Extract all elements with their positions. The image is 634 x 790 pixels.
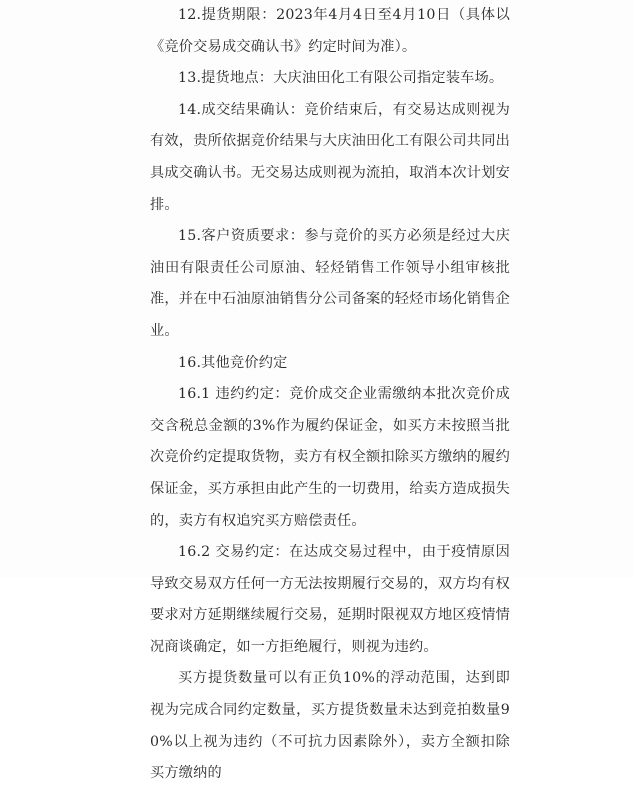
paragraph-quantity-terms: 买方提货数量可以有正负10%的浮动范围，达到即视为完成合同约定数量，买方提货数量未达到竞拍数量90%以上视为违约（不可抗力因素除外），卖方全额扣除买方缴纳的: [150, 670, 510, 782]
paragraph-customer-qualification: 15.客户资质要求：参与竞价的买方必须是经过大庆油田有限责任公司原油、轻烃销售工作领导小组审核批准，并在中石油原油销售分公司备案的轻烃市场化销售企业。: [150, 228, 510, 339]
document-body: [150, 0, 510, 790]
paragraph-other-bidding-terms: 16.其他竞价约定: [178, 354, 288, 371]
paragraph-result-confirmation: 14.成交结果确认：竞价结束后，有交易达成则视为有效，贵所依据竞价结果与大庆油田化工有限公司共同出具成交确认书。无交易达成则视为流拍，取消本次计划安排。: [150, 101, 510, 213]
paragraph-delivery-location: 13.提货地点：大庆油田化工有限公司指定装车场。: [178, 70, 504, 87]
paragraph-transaction-terms: 16.2 交易约定：在达成交易过程中，由于疫情原因导致交易双方任何一方无法按期履行交易的，双方均有权要求对方延期继续履行交易，延期时限视双方地区疫情情况商谈确定，如一方拒绝履行，则视为违约。: [150, 544, 510, 655]
paragraph-delivery-period: 12.提货期限：2023年4月4日至4月10日（具体以《竞价交易成交确认书》约定时间为准）。: [150, 7, 510, 55]
paragraph-breach-terms: 16.1 违约约定：竞价成交企业需缴纳本批次竞价成交含税总金额的3%作为履约保证金，如买方未按照当批次竞价约定提取货物，卖方有权全额扣除买方缴纳的履约保证金，买方承担由此产生的一切费用，给卖方造成损失的，卖方有权追究买方赔偿责任。: [150, 386, 510, 529]
